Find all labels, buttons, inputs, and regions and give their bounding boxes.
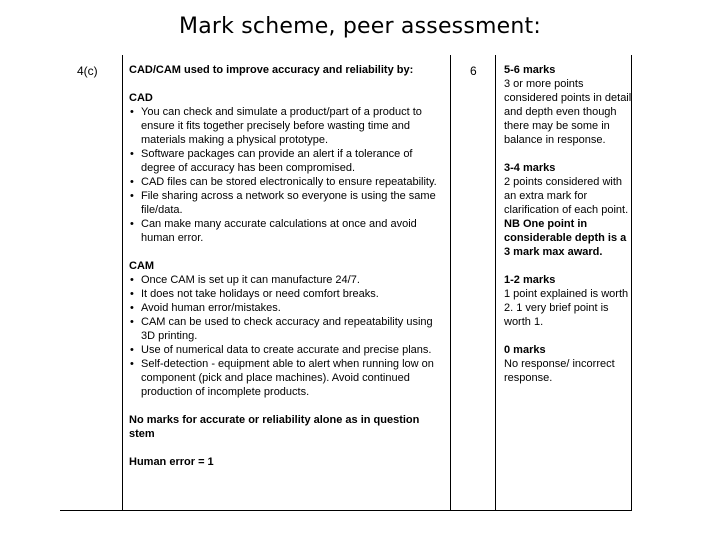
band-heading: 3-4 marks	[504, 162, 556, 174]
guidance-band	[504, 273, 632, 329]
question-number: 4(c)	[77, 64, 98, 78]
cad-list	[129, 105, 444, 245]
band-text: 2 points considered with an extra mark for clarification of each point.	[504, 176, 629, 216]
list-item: • It does not take holidays or need comfort breaks.	[129, 287, 444, 301]
column-divider	[450, 55, 451, 510]
band-heading: 1-2 marks	[504, 274, 556, 286]
list-item: • Once CAM is set up it can manufacture 24/7.	[129, 273, 444, 287]
marks-value: 6	[470, 64, 477, 78]
band-text: No response/ incorrect response.	[504, 358, 615, 384]
list-item: • Avoid human error/mistakes.	[129, 301, 444, 315]
list-item: • CAM can be used to check accuracy and repeatability using 3D printing.	[129, 315, 444, 343]
mark-scheme-table	[60, 55, 632, 512]
guidance-band	[504, 63, 632, 147]
list-item: • You can check and simulate a product/part of a product to ensure it fits together precisely before wasting time and materials making a physical prototype.	[129, 105, 444, 147]
band-note: NB One point in considerable depth is a 3 mark max award.	[504, 218, 627, 258]
table-bottom-border	[60, 510, 632, 511]
marking-guidance	[504, 63, 632, 399]
band-text: 1 point explained is worth 2. 1 very brief point is worth 1.	[504, 288, 629, 328]
list-item: • Can make many accurate calculations at once and avoid human error.	[129, 217, 444, 245]
column-divider	[495, 55, 496, 510]
list-item: • Use of numerical data to create accurate and precise plans.	[129, 343, 444, 357]
cam-title: CAM	[129, 260, 155, 272]
cam-list	[129, 273, 444, 399]
slide-title: Mark scheme, peer assessment:	[179, 14, 541, 39]
content-heading: CAD/CAM used to improve accuracy and reliability by:	[129, 64, 414, 76]
list-item: • Software packages can provide an alert if a tolerance of degree of accuracy has been compromised.	[129, 147, 444, 175]
list-item: • CAD files can be stored electronically to ensure repeatability.	[129, 175, 444, 189]
guidance-band	[504, 161, 632, 259]
cad-title: CAD	[129, 92, 153, 104]
band-heading: 0 marks	[504, 344, 546, 356]
list-item: • Self-detection - equipment able to alert when running low on component (pick and place machines). Avoid continued production of incomplete products.	[129, 357, 444, 399]
no-marks-note: No marks for accurate or reliability alone as in question stem	[129, 414, 420, 440]
column-divider	[122, 55, 123, 510]
band-heading: 5-6 marks	[504, 64, 556, 76]
human-error-note: Human error = 1	[129, 456, 214, 468]
guidance-band	[504, 343, 632, 385]
list-item: • File sharing across a network so everyone is using the same file/data.	[129, 189, 444, 217]
answer-content	[129, 63, 444, 469]
band-text: 3 or more points considered points in detail and depth even though there may be some in balance in response.	[504, 78, 632, 146]
